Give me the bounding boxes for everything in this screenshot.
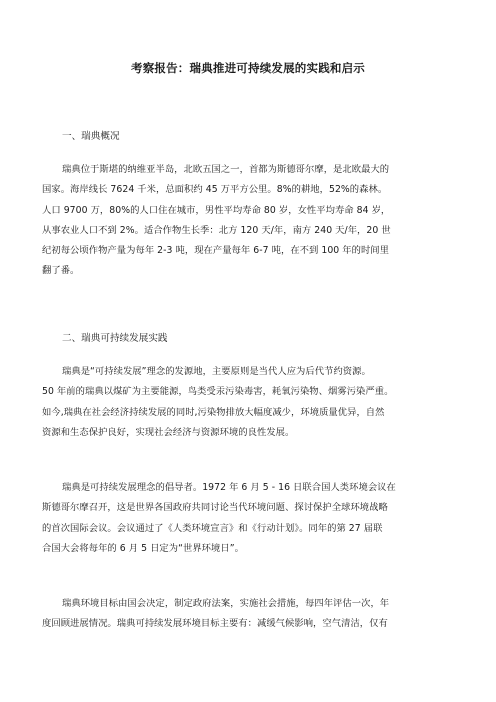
text-line: 从事农业人口不到 2%。适合作物生长季：北方 120 天/年，南方 240 天/年，20 世 [42,224,391,236]
section-heading-practice: 二、瑞典可持续发展实践 [62,333,168,344]
paragraph-origin [42,362,460,443]
text-line: 度回顾进展情况。瑞典可持续发展环境目标主要有：减缓气候影响，空气清洁，仅有 [42,618,388,630]
text-line: 资源和生态保护良好，实现社会经济与资源环境的良性发展。 [42,426,295,438]
text-line: 瑞典位于斯堪的纳维亚半岛，北欧五国之一，首都为斯德哥尔摩，是北欧最大的 [62,164,390,175]
document-title: 考察报告：瑞典推进可持续发展的实践和启示 [131,61,365,75]
text-line: 瑞典是“可持续发展”理念的发源地，主要原则是当代人应为后代节约资源。 [62,366,371,377]
paragraph-goals [42,594,460,635]
text-line: 瑞典环境目标由国会决定，制定政府法案，实施社会措施，每四年评估一次，年 [62,598,390,609]
text-line: 国家。海岸线长 7624 千米，总面积约 45 万平方公里。8%的耕地，52%的森林。 [42,184,388,196]
text-line: 斯德哥尔摩召开，这是世界各国政府共同讨论当代环境问题、探讨保护全球环境战略 [42,502,388,514]
paragraph-overview [42,160,460,282]
text-line: 50 年前的瑞典以煤矿为主要能源，鸟类受汞污染毒害，耗氧污染物、烟雾污染严重。 [42,386,394,398]
text-line: 如今,瑞典在社会经济持续发展的同时,污染物排放大幅度减少，环境质量优异，自然 [42,406,385,418]
text-line: 纪初每公顷作物产量为每年 2-3 吨，现在产量每年 6-7 吨，在不到 100 年的时间里 [42,245,390,257]
text-line: 人口 9700 万，80%的人口住在城市，男性平均寿命 80 岁，女性平均寿命 84 岁， [42,204,391,216]
text-line: 合国大会将每年的 6 月 5 日定为“世界环境日”。 [42,542,244,554]
section-heading-overview: 一、瑞典概况 [62,131,120,142]
text-line: 瑞典是可持续发展理念的倡导者。1972 年 6 月 5 - 16 日联合国人类环境会议在 [62,482,396,493]
paragraph-advocate [42,478,460,559]
text-line: 翻了番。 [42,265,80,277]
text-line: 的首次国际会议。会议通过了《人类环境宣言》和《行动计划》。同年的第 27 届联 [42,522,383,534]
